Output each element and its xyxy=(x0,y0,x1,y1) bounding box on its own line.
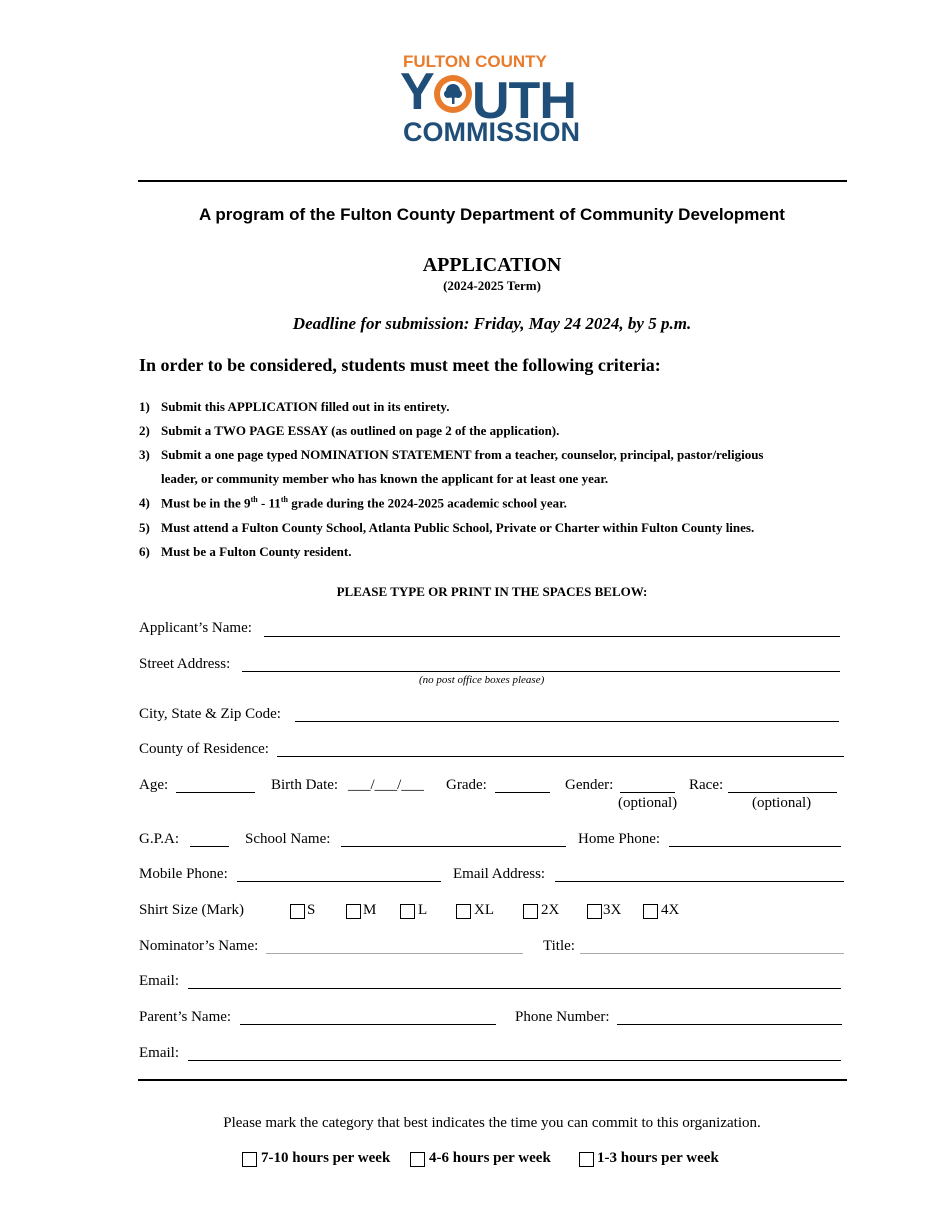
commit-1-3-label: 1-3 hours per week xyxy=(597,1150,719,1166)
commit-4-6-checkbox[interactable] xyxy=(410,1152,425,1167)
gender-label: Gender: xyxy=(565,777,614,793)
commit-7-10-label: 7-10 hours per week xyxy=(261,1150,391,1166)
logo xyxy=(400,52,600,152)
age-label: Age: xyxy=(139,777,169,793)
shirt-size-m-label: M xyxy=(363,902,377,918)
gpa-label: G.P.A: xyxy=(139,831,180,847)
county-field[interactable] xyxy=(277,756,844,757)
nominator-title-field[interactable] xyxy=(580,953,844,954)
nominator-name-field[interactable] xyxy=(266,953,523,954)
mobile-phone-field[interactable] xyxy=(237,881,441,882)
parent-email-field[interactable] xyxy=(188,1060,841,1061)
street-address-field[interactable] xyxy=(242,671,840,672)
logo-commission-text: COMMISSION xyxy=(403,117,581,147)
parent-email-label: Email: xyxy=(139,1045,179,1061)
deadline-text: Deadline for submission: Friday, May 24 2024, by 5 p.m. xyxy=(292,314,692,333)
school-name-label: School Name: xyxy=(245,831,331,847)
page-title: APPLICATION xyxy=(422,254,562,276)
school-name-field[interactable] xyxy=(341,846,566,847)
logo-county-text: FULTON COUNTY xyxy=(403,52,547,71)
nominator-title-label: Title: xyxy=(543,938,575,954)
shirt-size-l-checkbox[interactable] xyxy=(400,904,415,919)
parent-name-label: Parent’s Name: xyxy=(139,1009,232,1025)
nominator-name-label: Nominator’s Name: xyxy=(139,938,259,954)
nominator-email-label: Email: xyxy=(139,973,179,989)
phone-number-label: Phone Number: xyxy=(515,1009,610,1025)
street-address-label: Street Address: xyxy=(139,656,231,672)
shirt-size-s-label: S xyxy=(307,902,316,918)
shirt-size-4x-checkbox[interactable] xyxy=(643,904,658,919)
shirt-size-4x-label: 4X xyxy=(661,902,680,918)
gender-optional-note: (optional) xyxy=(618,795,678,811)
logo-youth-text: Y UTH xyxy=(400,66,576,130)
race-optional-note: (optional) xyxy=(752,795,812,811)
shirt-size-3x-label: 3X xyxy=(603,902,622,918)
birth-date-field[interactable]: ___/___/___ xyxy=(348,777,424,793)
commit-4-6-label: 4-6 hours per week xyxy=(429,1150,551,1166)
city-state-zip-label: City, State & Zip Code: xyxy=(139,706,281,722)
phone-number-field[interactable] xyxy=(617,1024,842,1025)
shirt-size-xl-label: XL xyxy=(474,902,494,918)
applicant-name-label: Applicant’s Name: xyxy=(139,620,252,636)
birth-date-label: Birth Date: xyxy=(271,777,339,793)
shirt-size-m-checkbox[interactable] xyxy=(346,904,361,919)
home-phone-label: Home Phone: xyxy=(578,831,661,847)
shirt-size-2x-checkbox[interactable] xyxy=(523,904,538,919)
form-instruction: PLEASE TYPE OR PRINT IN THE SPACES BELOW: xyxy=(336,584,648,599)
city-state-zip-field[interactable] xyxy=(295,721,839,722)
shirt-size-label: Shirt Size (Mark) xyxy=(139,902,244,918)
shirt-size-s-checkbox[interactable] xyxy=(290,904,305,919)
county-label: County of Residence: xyxy=(139,741,269,757)
race-label: Race: xyxy=(689,777,724,793)
email-address-label: Email Address: xyxy=(453,866,546,882)
top-divider xyxy=(138,180,847,182)
commit-1-3-checkbox[interactable] xyxy=(579,1152,594,1167)
grade-label: Grade: xyxy=(446,777,487,793)
commitment-prompt: Please mark the category that best indicates the time you can commit to this organization. xyxy=(223,1115,761,1131)
no-po-box-note: (no post office boxes please) xyxy=(419,674,545,686)
gender-field[interactable] xyxy=(620,792,675,793)
commit-7-10-checkbox[interactable] xyxy=(242,1152,257,1167)
grade-field[interactable] xyxy=(495,792,550,793)
email-address-field[interactable] xyxy=(555,881,844,882)
age-field[interactable] xyxy=(176,792,255,793)
race-field[interactable] xyxy=(728,792,837,793)
shirt-size-2x-label: 2X xyxy=(541,902,560,918)
shirt-size-l-label: L xyxy=(418,902,428,918)
mobile-phone-label: Mobile Phone: xyxy=(139,866,228,882)
nominator-email-field[interactable] xyxy=(188,988,841,989)
shirt-size-3x-checkbox[interactable] xyxy=(587,904,602,919)
program-subtitle: A program of the Fulton County Department of Community Development xyxy=(199,205,785,224)
parent-name-field[interactable] xyxy=(240,1024,496,1025)
home-phone-field[interactable] xyxy=(669,846,841,847)
criteria-heading: In order to be considered, students must meet the following criteria: xyxy=(139,355,661,375)
applicant-name-field[interactable] xyxy=(264,636,840,637)
bottom-divider xyxy=(138,1079,847,1081)
term-label: (2024-2025 Term) xyxy=(443,278,541,293)
gpa-field[interactable] xyxy=(190,846,229,847)
shirt-size-xl-checkbox[interactable] xyxy=(456,904,471,919)
